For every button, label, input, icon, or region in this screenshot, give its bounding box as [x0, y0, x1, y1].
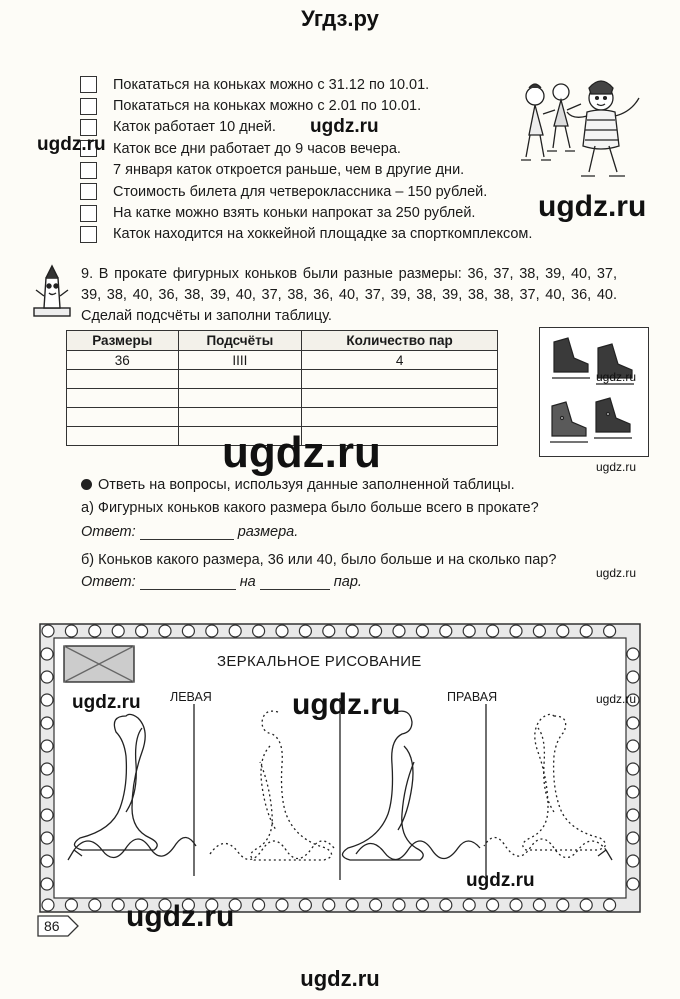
- checklist-item: [80, 160, 540, 181]
- cell-size[interactable]: 36: [67, 351, 179, 370]
- border-dot: [416, 625, 428, 637]
- border-dot: [41, 740, 53, 752]
- answer-b-suffix: пар.: [333, 574, 362, 590]
- watermark: ugdz.ru: [596, 370, 637, 384]
- mirror-drawing-title: ЗЕРКАЛЬНОЕ РИСОВАНИЕ: [217, 653, 422, 670]
- cell-count[interactable]: [302, 370, 498, 389]
- watermark: ugdz.ru: [466, 870, 535, 891]
- checkbox[interactable]: [80, 183, 97, 200]
- checklist-item: [80, 224, 540, 245]
- right-hand-label: ПРАВАЯ: [447, 690, 498, 704]
- border-dot: [627, 671, 639, 683]
- skates-picture: [539, 327, 649, 457]
- page-number: 86: [44, 918, 60, 934]
- bullet-icon: [81, 479, 92, 490]
- border-dot: [253, 625, 265, 637]
- border-dot: [370, 625, 382, 637]
- answer-a-blank[interactable]: [140, 525, 234, 540]
- border-dot: [627, 786, 639, 798]
- cell-tally[interactable]: [178, 408, 302, 427]
- border-dot: [65, 625, 77, 637]
- border-dot: [41, 717, 53, 729]
- watermark: ugdz.ru: [292, 688, 401, 721]
- border-dot: [253, 899, 265, 911]
- border-dot: [112, 899, 124, 911]
- border-dot: [627, 717, 639, 729]
- border-dot: [276, 899, 288, 911]
- border-dot: [440, 625, 452, 637]
- border-dot: [323, 899, 335, 911]
- border-dot: [627, 832, 639, 844]
- border-dot: [627, 648, 639, 660]
- task-9-text: 9. В прокате фигурных коньков были разные размеры: 36, 37, 38, 39, 40, 37, 39, 38, 40, 36, 38, 39, 40, 37, 38, 36, 40, 37, 39, 38, 39, 38, 38, 37, 40, 36, 40. Сделай подсчёты и заполни таблицу.: [81, 266, 617, 324]
- border-dot: [557, 625, 569, 637]
- border-dot: [41, 809, 53, 821]
- header-tally: Подсчёты: [178, 331, 302, 351]
- checklist-text: На катке можно взять коньки напрокат за 250 рублей.: [113, 205, 476, 222]
- cell-size[interactable]: [67, 389, 179, 408]
- table-row: [67, 389, 498, 408]
- checklist: [80, 74, 540, 245]
- table-row: [67, 370, 498, 389]
- checklist-text: Покататься на коньках можно с 31.12 по 10.01.: [113, 76, 430, 93]
- watermark: ugdz.ru: [596, 460, 637, 474]
- pencil-character-icon: [30, 262, 74, 320]
- border-dot: [42, 625, 54, 637]
- border-dot: [136, 625, 148, 637]
- watermark-top: Угдз.ру: [301, 6, 379, 31]
- checklist-text: 7 января каток откроется раньше, чем в другие дни.: [113, 162, 465, 179]
- border-dot: [229, 625, 241, 637]
- border-dot: [159, 625, 171, 637]
- border-dot: [604, 899, 616, 911]
- border-dot: [533, 899, 545, 911]
- border-dot: [42, 899, 54, 911]
- cell-size[interactable]: [67, 370, 179, 389]
- border-dot: [487, 625, 499, 637]
- border-dot: [370, 899, 382, 911]
- border-dot: [346, 899, 358, 911]
- border-dot: [627, 855, 639, 867]
- answer-a-suffix: размера.: [237, 524, 299, 540]
- border-dot: [346, 625, 358, 637]
- checklist-item: [80, 95, 540, 116]
- watermark: ugdz.ru: [72, 692, 141, 713]
- questions-intro: [81, 477, 515, 493]
- checkbox[interactable]: [80, 205, 97, 222]
- cell-size[interactable]: [67, 427, 179, 446]
- checklist-text: Стоимость билета для четвероклассника – 150 рублей.: [113, 183, 488, 200]
- border-dot: [627, 763, 639, 775]
- answer-b-count-blank[interactable]: [260, 575, 330, 590]
- checklist-item: [80, 138, 540, 159]
- questions-intro-text: Ответь на вопросы, используя данные заполненной таблицы.: [98, 477, 515, 493]
- border-dot: [41, 855, 53, 867]
- answer-b-mid: на: [239, 574, 256, 590]
- border-dot: [41, 648, 53, 660]
- header-sizes: Размеры: [67, 331, 179, 351]
- checkbox[interactable]: [80, 76, 97, 93]
- cell-count[interactable]: [302, 408, 498, 427]
- watermark: ugdz.ru: [596, 692, 637, 706]
- border-dot: [41, 786, 53, 798]
- border-dot: [627, 878, 639, 890]
- watermark: ugdz.ru: [538, 190, 647, 223]
- border-dot: [276, 625, 288, 637]
- answer-label: Ответ:: [81, 524, 136, 540]
- checklist-item: [80, 202, 540, 223]
- watermark: ugdz.ru: [310, 116, 379, 137]
- checkbox[interactable]: [80, 98, 97, 115]
- border-dot: [510, 899, 522, 911]
- answer-label: Ответ:: [81, 574, 136, 590]
- watermark: ugdz.ru: [126, 900, 235, 933]
- watermark: ugdz.ru: [37, 134, 106, 155]
- checklist-item: [80, 181, 540, 202]
- border-dot: [41, 671, 53, 683]
- answer-b: [81, 574, 362, 590]
- checklist-text: Каток все дни работает до 9 часов вечера.: [113, 140, 401, 157]
- border-dot: [41, 763, 53, 775]
- border-dot: [416, 899, 428, 911]
- table-row: [67, 408, 498, 427]
- cell-size[interactable]: [67, 408, 179, 427]
- border-dot: [463, 625, 475, 637]
- border-dot: [41, 832, 53, 844]
- checkbox[interactable]: [80, 162, 97, 179]
- border-dot: [557, 899, 569, 911]
- border-dot: [112, 625, 124, 637]
- question-b: б) Коньков какого размера, 36 или 40, было больше и на сколько пар?: [81, 552, 557, 568]
- checklist-item: [80, 74, 540, 95]
- header-count: Количество пар: [302, 331, 498, 351]
- watermark: ugdz.ru: [596, 566, 637, 580]
- cell-tally[interactable]: [178, 370, 302, 389]
- cell-tally[interactable]: [178, 389, 302, 408]
- border-dot: [580, 625, 592, 637]
- border-dot: [533, 625, 545, 637]
- border-dot: [89, 625, 101, 637]
- border-dot: [89, 899, 101, 911]
- border-dot: [393, 625, 405, 637]
- table-row: [67, 351, 498, 370]
- border-dot: [627, 809, 639, 821]
- border-dot: [323, 625, 335, 637]
- border-dot: [182, 625, 194, 637]
- border-dot: [580, 899, 592, 911]
- border-dot: [440, 899, 452, 911]
- border-dot: [627, 740, 639, 752]
- border-dot: [393, 899, 405, 911]
- border-dot: [299, 899, 311, 911]
- question-a: а) Фигурных коньков какого размера было больше всего в прокате?: [81, 500, 539, 516]
- checklist-text: Каток работает 10 дней.: [113, 119, 276, 136]
- border-dot: [206, 625, 218, 637]
- cell-count[interactable]: 4: [302, 351, 498, 370]
- checklist-text: Покататься на коньках можно с 2.01 по 10.01.: [113, 98, 422, 115]
- answer-a: [81, 524, 298, 540]
- watermark: ugdz.ru: [222, 428, 381, 477]
- checkbox[interactable]: [80, 226, 97, 243]
- border-dot: [487, 899, 499, 911]
- checklist-text: Каток находится на хоккейной площадке за спорткомплексом.: [113, 226, 533, 243]
- cell-count[interactable]: [302, 389, 498, 408]
- left-hand-label: ЛЕВАЯ: [170, 690, 212, 704]
- watermark-bottom: ugdz.ru: [300, 966, 380, 991]
- border-dot: [41, 878, 53, 890]
- border-dot: [299, 625, 311, 637]
- border-dot: [463, 899, 475, 911]
- border-dot: [510, 625, 522, 637]
- answer-b-size-blank[interactable]: [140, 575, 236, 590]
- border-dot: [604, 625, 616, 637]
- border-dot: [41, 694, 53, 706]
- cell-tally[interactable]: IIII: [178, 351, 302, 370]
- border-dot: [65, 899, 77, 911]
